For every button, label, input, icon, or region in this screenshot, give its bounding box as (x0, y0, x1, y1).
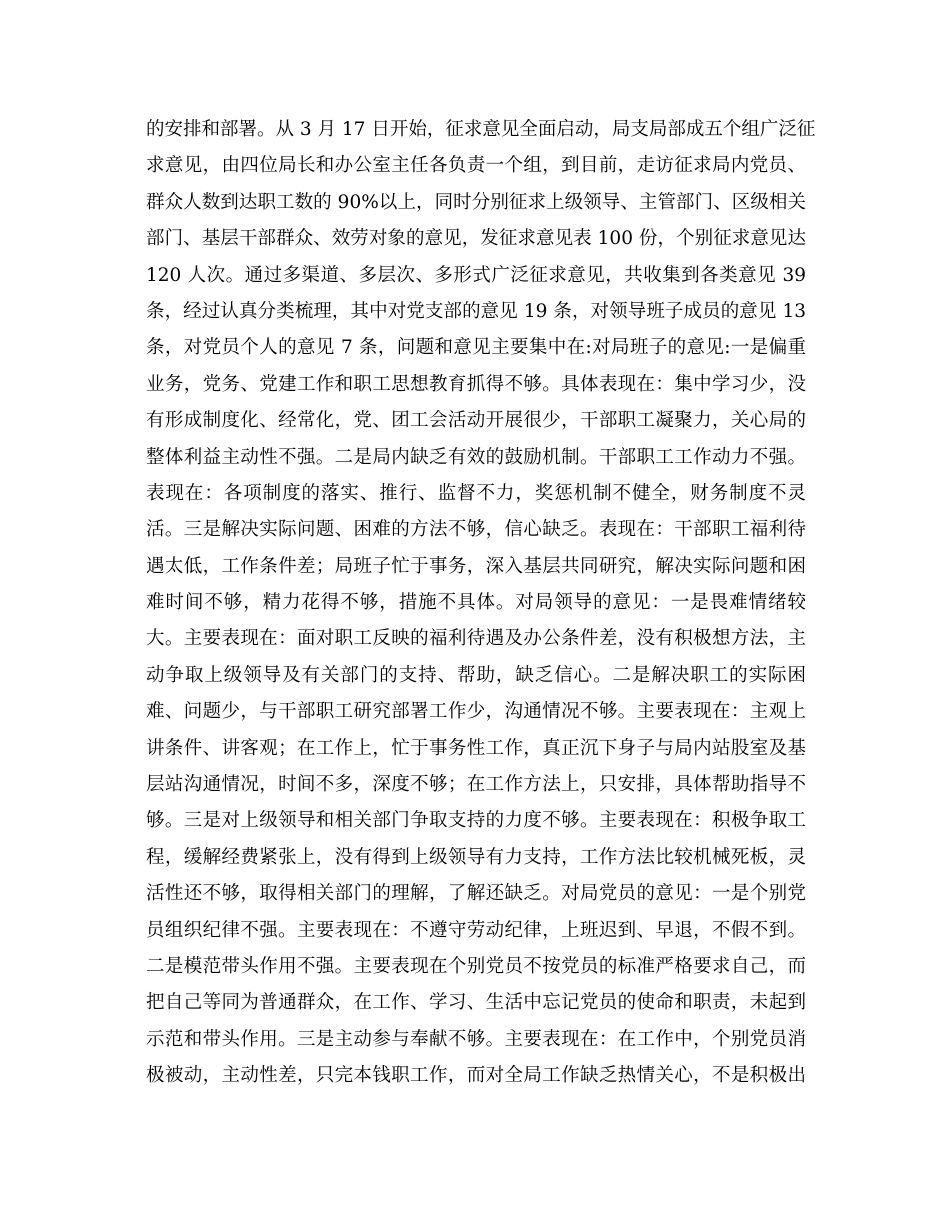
text-line: 活。三是解决实际问题、困难的方法不够，信心缺乏。表现在：干部职工福利待 (146, 519, 806, 541)
text-line: 示范和带头作用。三是主动参与奉献不够。主要表现在：在工作中，个别党员消 (146, 1028, 806, 1050)
text-line: 群众人数到达职工数的 90%以上，同时分别征求上级领导、主管部门、区级相关 (146, 191, 806, 213)
text-line: 讲条件、讲客观；在工作上，忙于事务性工作，真正沉下身子与局内站股室及基 (146, 737, 806, 759)
text-line: 求意见，由四位局长和办公室主任各负责一个组，到目前，走访征求局内党员、 (146, 155, 806, 177)
text-line: 有形成制度化、经常化，党、团工会活动开展很少，干部职工凝聚力，关心局的 (146, 410, 806, 432)
text-line: 程，缓解经费紧张上，没有得到上级领导有力支持，工作方法比较机械死板，灵 (146, 846, 806, 868)
text-line: 遇太低，工作条件差；局班子忙于事务，深入基层共同研究，解决实际问题和困 (146, 555, 806, 577)
text-line: 整体利益主动性不强。二是局内缺乏有效的鼓励机制。干部职工工作动力不强。 (146, 446, 806, 468)
text-line: 活性还不够，取得相关部门的理解，了解还缺乏。对局党员的意见：一是个别党 (146, 883, 806, 905)
text-line: 部门、基层干部群众、效劳对象的意见，发征求意见表 100 份，个别征求意见达 (146, 228, 806, 250)
text-line: 条，经过认真分类梳理，其中对党支部的意见 19 条，对领导班子成员的意见 13 (146, 300, 806, 322)
text-line: 大。主要表现在：面对职工反映的福利待遇及办公条件差，没有积极想方法，主 (146, 628, 806, 650)
text-line: 够。三是对上级领导和相关部门争取支持的力度不够。主要表现在：积极争取工 (146, 810, 806, 832)
text-line: 难、问题少，与干部职工研究部署工作少，沟通情况不够。主要表现在：主观上 (146, 701, 806, 723)
text-line: 动争取上级领导及有关部门的支持、帮助，缺乏信心。二是解决职工的实际困 (146, 664, 806, 686)
text-line: 业务，党务、党建工作和职工思想教育抓得不够。具体表现在：集中学习少，没 (146, 373, 806, 395)
text-line: 表现在：各项制度的落实、推行、监督不力，奖惩机制不健全，财务制度不灵 (146, 482, 806, 504)
text-line: 难时间不够，精力花得不够，措施不具体。对局领导的意见：一是畏难情绪较 (146, 592, 806, 614)
text-line: 层站沟通情况，时间不多，深度不够；在工作方法上，只安排，具体帮助指导不 (146, 774, 806, 796)
body-paragraph (146, 112, 816, 1095)
text-line: 极被动，主动性差，只完本钱职工作，而对全局工作缺乏热情关心，不是积极出 (146, 1065, 806, 1087)
text-line: 的安排和部署。从 3 月 17 日开始，征求意见全面启动，局支局部成五个组广泛征 (146, 119, 816, 140)
text-line: 条，对党员个人的意见 7 条，问题和意见主要集中在:对局班子的意见:一是偏重 (146, 337, 806, 359)
text-line: 员组织纪律不强。主要表现在：不遵守劳动纪律，上班迟到、早退，不假不到。 (146, 919, 806, 941)
text-line: 120 人次。通过多渠道、多层次、多形式广泛征求意见，共收集到各类意见 39 (146, 264, 806, 286)
text-line: 二是模范带头作用不强。主要表现在个别党员不按党员的标准严格要求自己，而 (146, 955, 806, 977)
text-line: 把自己等同为普通群众，在工作、学习、生活中忘记党员的使命和职责，未起到 (146, 992, 806, 1014)
